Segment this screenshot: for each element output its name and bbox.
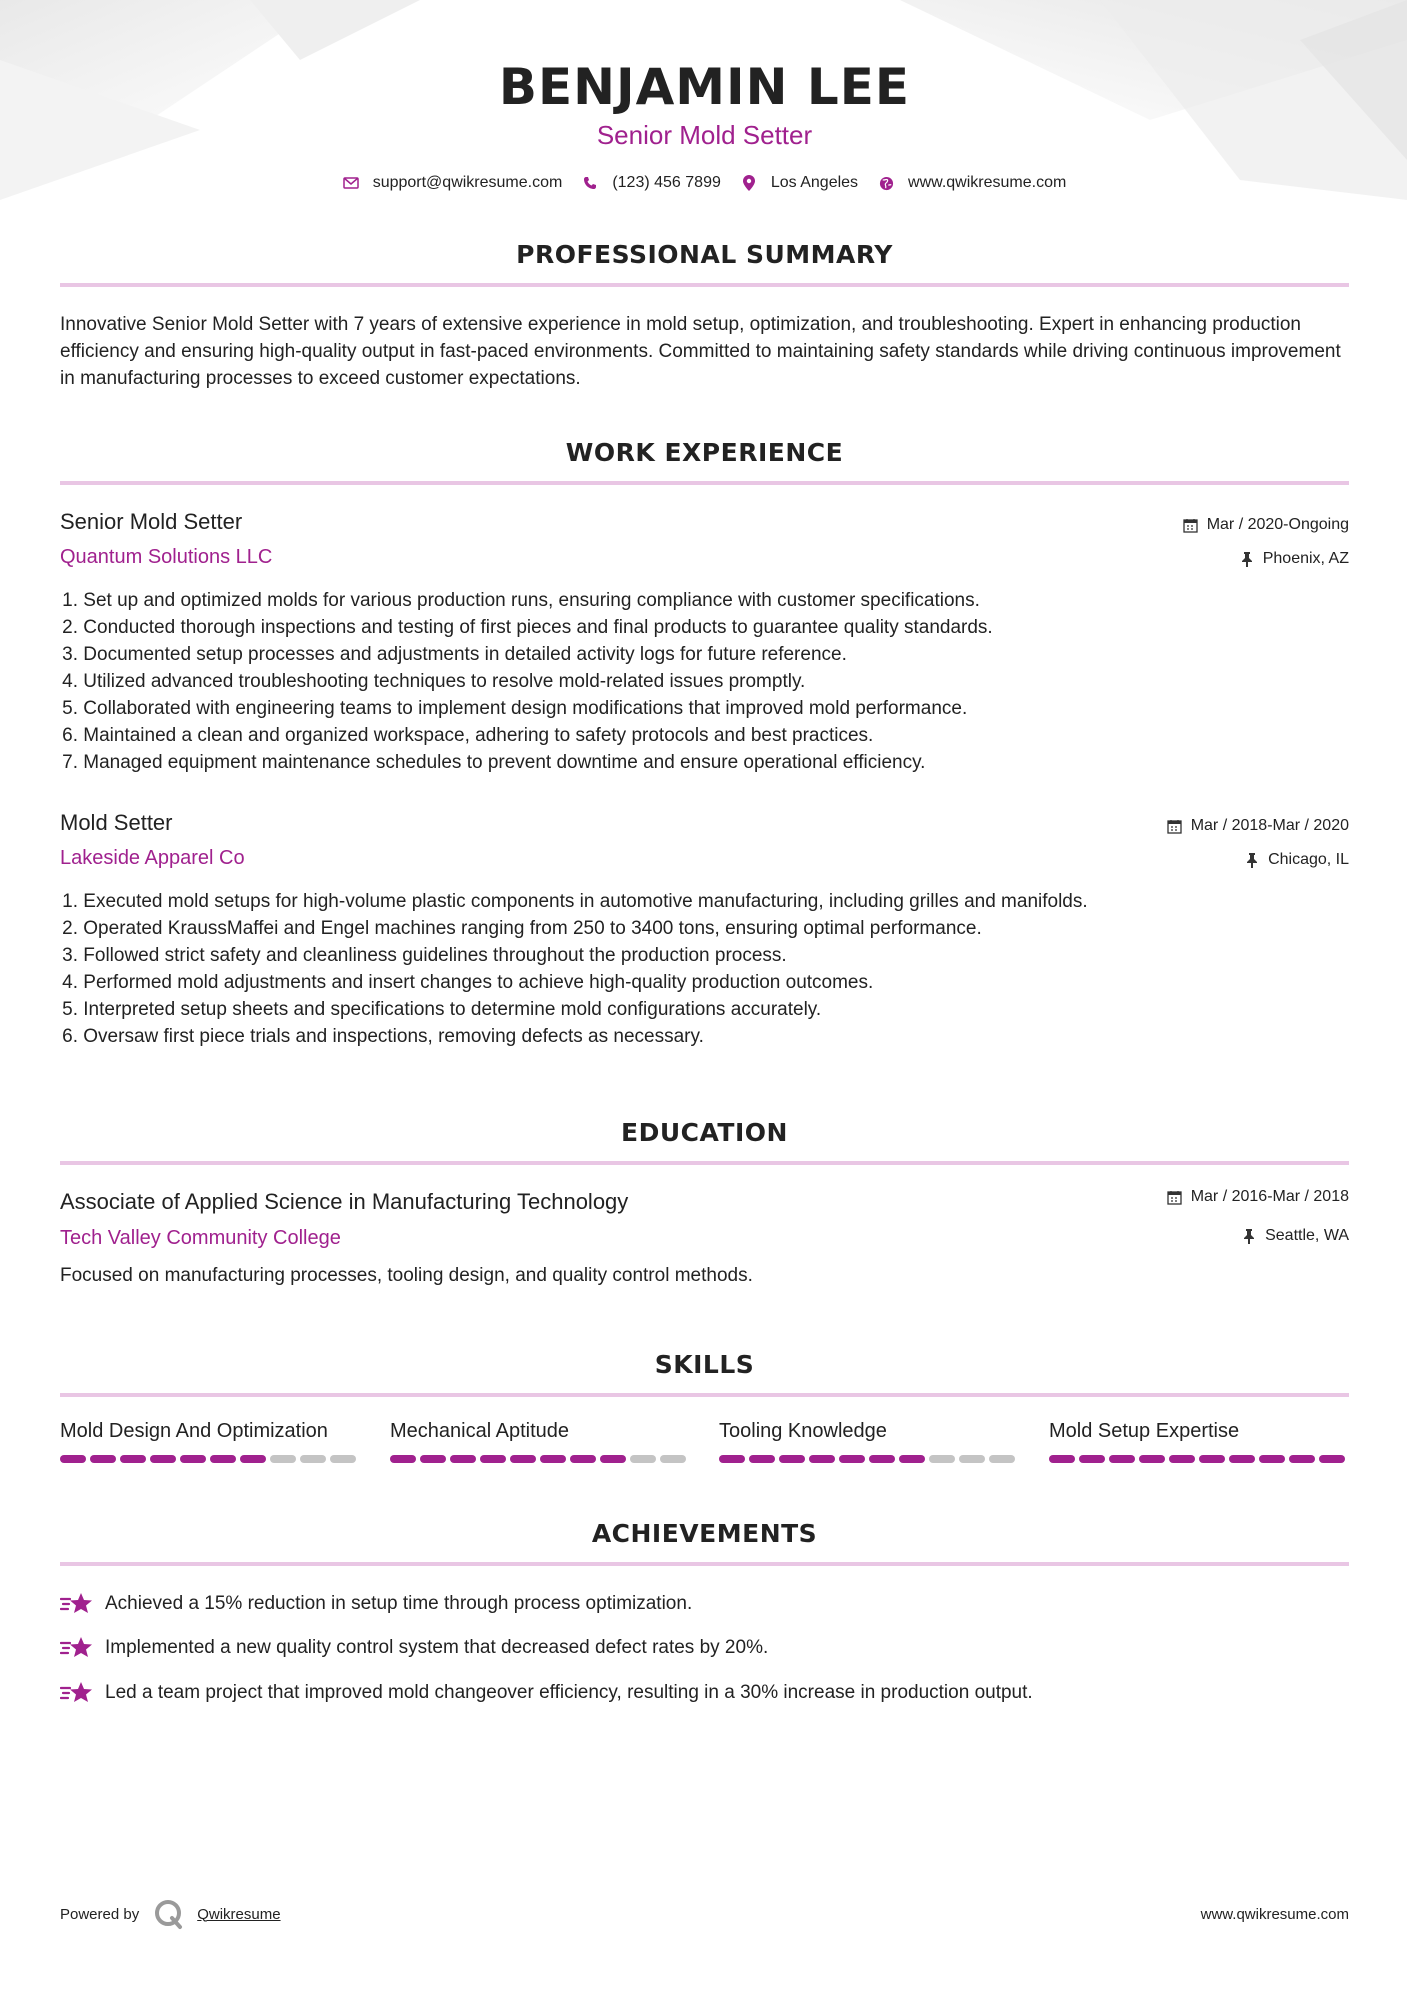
job-1-location bbox=[1239, 550, 1349, 568]
skill-segment-filled bbox=[120, 1455, 146, 1463]
skill-segment-filled bbox=[899, 1455, 925, 1463]
phone-icon bbox=[582, 175, 598, 191]
pushpin-icon bbox=[1244, 852, 1260, 868]
job-1-title: Senior Mold Setter bbox=[60, 509, 243, 534]
skill-segment-filled bbox=[210, 1455, 236, 1463]
qwikresume-link[interactable]: Qwikresume bbox=[197, 1905, 281, 1923]
achievement-item bbox=[60, 1634, 768, 1662]
skill-segment-filled bbox=[1079, 1455, 1105, 1463]
achievement-text: Achieved a 15% reduction in setup time through process optimization. bbox=[105, 1593, 693, 1614]
education-dates-text: Mar / 2016-Mar / 2018 bbox=[1190, 1188, 1349, 1205]
list-item: 6. Maintained a clean and organized workspace, adhering to safety protocols and best practices. bbox=[62, 725, 874, 746]
shooting-star-icon bbox=[60, 1590, 94, 1618]
envelope-icon bbox=[343, 175, 359, 191]
skill-segment-filled bbox=[719, 1455, 745, 1463]
list-item: 2. Conducted thorough inspections and testing of first pieces and final products to guarantee quality standards. bbox=[62, 617, 993, 638]
skill-segment-filled bbox=[1139, 1455, 1165, 1463]
summary-rule bbox=[60, 283, 1349, 287]
education-degree: Associate of Applied Science in Manufacturing Technology bbox=[60, 1189, 629, 1214]
list-item: 3. Followed strict safety and cleanliness guidelines throughout the production process. bbox=[62, 945, 787, 966]
skill-segment-filled bbox=[779, 1455, 805, 1463]
pushpin-icon bbox=[1241, 1228, 1257, 1244]
skill-segment-filled bbox=[570, 1455, 596, 1463]
job-1-bullets bbox=[60, 587, 1349, 776]
contact-website[interactable] bbox=[878, 174, 1066, 192]
summary-text: Innovative Senior Mold Setter with 7 years of extensive experience in mold setup, optimization, and troubleshooting. Expert in enhancing production efficiency and ensuring high-quality output in fast-paced environments. Committed to maintaining safety standards while driving continuous improvement in manufacturing processes to exceed customer expectations. bbox=[60, 314, 1341, 389]
skill-level-bar bbox=[1049, 1455, 1349, 1463]
job-2-dates bbox=[1167, 817, 1349, 835]
skill-segment-empty bbox=[660, 1455, 686, 1463]
qwikresume-logo-icon bbox=[153, 1898, 185, 1930]
skill-segment-empty bbox=[270, 1455, 296, 1463]
list-item: 3. Documented setup processes and adjustments in detailed activity logs for future reference. bbox=[62, 644, 847, 665]
education-description: Focused on manufacturing processes, tooling design, and quality control methods. bbox=[60, 1265, 753, 1286]
contact-website-text: www.qwikresume.com bbox=[908, 174, 1067, 191]
skill-segment-filled bbox=[90, 1455, 116, 1463]
list-item: 6. Oversaw first piece trials and inspections, removing defects as necessary. bbox=[62, 1026, 704, 1047]
experience-rule bbox=[60, 481, 1349, 485]
skill-segment-filled bbox=[60, 1455, 86, 1463]
achievement-text: Led a team project that improved mold changeover efficiency, resulting in a 30% increase in production output. bbox=[105, 1682, 1033, 1703]
achievements-title: ACHIEVEMENTS bbox=[591, 1519, 818, 1548]
contact-phone-text: (123) 456 7899 bbox=[612, 174, 721, 191]
job-2-location bbox=[1244, 851, 1349, 869]
job-1-company: Quantum Solutions LLC bbox=[60, 546, 273, 568]
skill-segment-filled bbox=[150, 1455, 176, 1463]
map-pin-icon bbox=[741, 175, 757, 191]
skills-title: SKILLS bbox=[654, 1350, 755, 1379]
skill-item bbox=[1049, 1420, 1349, 1463]
skill-segment-empty bbox=[300, 1455, 326, 1463]
skill-segment-filled bbox=[1229, 1455, 1255, 1463]
contact-email[interactable] bbox=[343, 174, 563, 192]
education-location-text: Seattle, WA bbox=[1265, 1227, 1349, 1244]
footer-website[interactable]: www.qwikresume.com bbox=[1200, 1906, 1349, 1923]
skill-segment-filled bbox=[1049, 1455, 1075, 1463]
job-1-dates-text: Mar / 2020-Ongoing bbox=[1206, 516, 1349, 533]
powered-by-label: Powered by bbox=[60, 1905, 140, 1923]
skill-level-bar bbox=[390, 1455, 690, 1463]
job-1-location-text: Phoenix, AZ bbox=[1262, 550, 1349, 567]
achievement-item bbox=[60, 1679, 1033, 1707]
job-2-bullets bbox=[60, 888, 1349, 1050]
candidate-name: BENJAMIN LEE bbox=[498, 58, 911, 116]
list-item: 2. Operated KraussMaffei and Engel machines ranging from 250 to 3400 tons, ensuring optimal performance. bbox=[62, 918, 982, 939]
skill-segment-filled bbox=[180, 1455, 206, 1463]
candidate-role: Senior Mold Setter bbox=[596, 120, 813, 150]
achievement-text: Implemented a new quality control system that decreased defect rates by 20%. bbox=[105, 1637, 769, 1658]
education-location bbox=[1241, 1227, 1349, 1245]
skill-segment-filled bbox=[1289, 1455, 1315, 1463]
contact-bar bbox=[60, 174, 1349, 192]
pushpin-icon bbox=[1239, 551, 1255, 567]
achievements-rule bbox=[60, 1562, 1349, 1566]
list-item: 7. Managed equipment maintenance schedules to prevent downtime and ensure operational efficiency. bbox=[62, 752, 926, 773]
skill-name: Mold Design And Optimization bbox=[60, 1420, 328, 1442]
skill-name: Mechanical Aptitude bbox=[390, 1420, 570, 1442]
contact-phone[interactable] bbox=[582, 174, 721, 192]
job-2-title: Mold Setter bbox=[60, 810, 173, 835]
skill-segment-filled bbox=[839, 1455, 865, 1463]
shooting-star-icon bbox=[60, 1679, 94, 1707]
job-2-location-text: Chicago, IL bbox=[1268, 851, 1349, 868]
education-rule bbox=[60, 1161, 1349, 1165]
achievement-item bbox=[60, 1590, 692, 1618]
skill-segment-filled bbox=[420, 1455, 446, 1463]
skill-level-bar bbox=[60, 1455, 360, 1463]
skill-segment-filled bbox=[1259, 1455, 1285, 1463]
skill-segment-filled bbox=[749, 1455, 775, 1463]
skill-name: Mold Setup Expertise bbox=[1049, 1420, 1240, 1442]
calendar-icon bbox=[1167, 818, 1183, 834]
skill-segment-filled bbox=[1319, 1455, 1345, 1463]
list-item: 4. Utilized advanced troubleshooting techniques to resolve mold-related issues promptly. bbox=[62, 671, 806, 692]
job-2-company: Lakeside Apparel Co bbox=[60, 847, 245, 869]
skill-item bbox=[60, 1420, 360, 1463]
job-1-dates bbox=[1183, 516, 1349, 534]
contact-location-text: Los Angeles bbox=[770, 174, 859, 191]
skill-segment-filled bbox=[1169, 1455, 1195, 1463]
education-school: Tech Valley Community College bbox=[60, 1227, 341, 1249]
skills-rule bbox=[60, 1393, 1349, 1397]
calendar-icon bbox=[1183, 517, 1199, 533]
skill-segment-filled bbox=[390, 1455, 416, 1463]
skill-segment-filled bbox=[510, 1455, 536, 1463]
skill-segment-filled bbox=[1109, 1455, 1135, 1463]
list-item: 5. Collaborated with engineering teams to implement design modifications that improved mold performance. bbox=[62, 698, 968, 719]
skill-segment-filled bbox=[600, 1455, 626, 1463]
skill-segment-filled bbox=[809, 1455, 835, 1463]
list-item: 4. Performed mold adjustments and insert changes to achieve high-quality production outcomes. bbox=[62, 972, 874, 993]
shooting-star-icon bbox=[60, 1634, 94, 1662]
skill-level-bar bbox=[719, 1455, 1019, 1463]
skill-segment-filled bbox=[480, 1455, 506, 1463]
skill-segment-empty bbox=[959, 1455, 985, 1463]
skill-segment-empty bbox=[330, 1455, 356, 1463]
education-title: EDUCATION bbox=[621, 1118, 788, 1147]
skill-name: Tooling Knowledge bbox=[719, 1420, 887, 1442]
skill-segment-empty bbox=[989, 1455, 1015, 1463]
skill-segment-filled bbox=[540, 1455, 566, 1463]
education-dates bbox=[1167, 1188, 1349, 1206]
list-item: 1. Set up and optimized molds for various production runs, ensuring compliance with customer specifications. bbox=[62, 590, 980, 611]
globe-icon bbox=[878, 175, 894, 191]
experience-title: WORK EXPERIENCE bbox=[565, 438, 844, 467]
skill-segment-empty bbox=[929, 1455, 955, 1463]
skill-segment-filled bbox=[869, 1455, 895, 1463]
skill-item bbox=[719, 1420, 1019, 1463]
skill-item bbox=[390, 1420, 690, 1463]
contact-location bbox=[741, 174, 858, 192]
list-item: 5. Interpreted setup sheets and specifications to determine mold configurations accurately. bbox=[62, 999, 822, 1020]
summary-title: PROFESSIONAL SUMMARY bbox=[516, 240, 893, 269]
job-2-dates-text: Mar / 2018-Mar / 2020 bbox=[1190, 817, 1349, 834]
skill-segment-filled bbox=[450, 1455, 476, 1463]
calendar-icon bbox=[1167, 1189, 1183, 1205]
footer-powered-by bbox=[60, 1898, 281, 1930]
list-item: 1. Executed mold setups for high-volume plastic components in automotive manufacturing, including grilles and manifolds. bbox=[62, 891, 1088, 912]
skill-segment-filled bbox=[1199, 1455, 1225, 1463]
skill-segment-filled bbox=[240, 1455, 266, 1463]
skill-segment-empty bbox=[630, 1455, 656, 1463]
contact-email-text: support@qwikresume.com bbox=[372, 174, 563, 191]
